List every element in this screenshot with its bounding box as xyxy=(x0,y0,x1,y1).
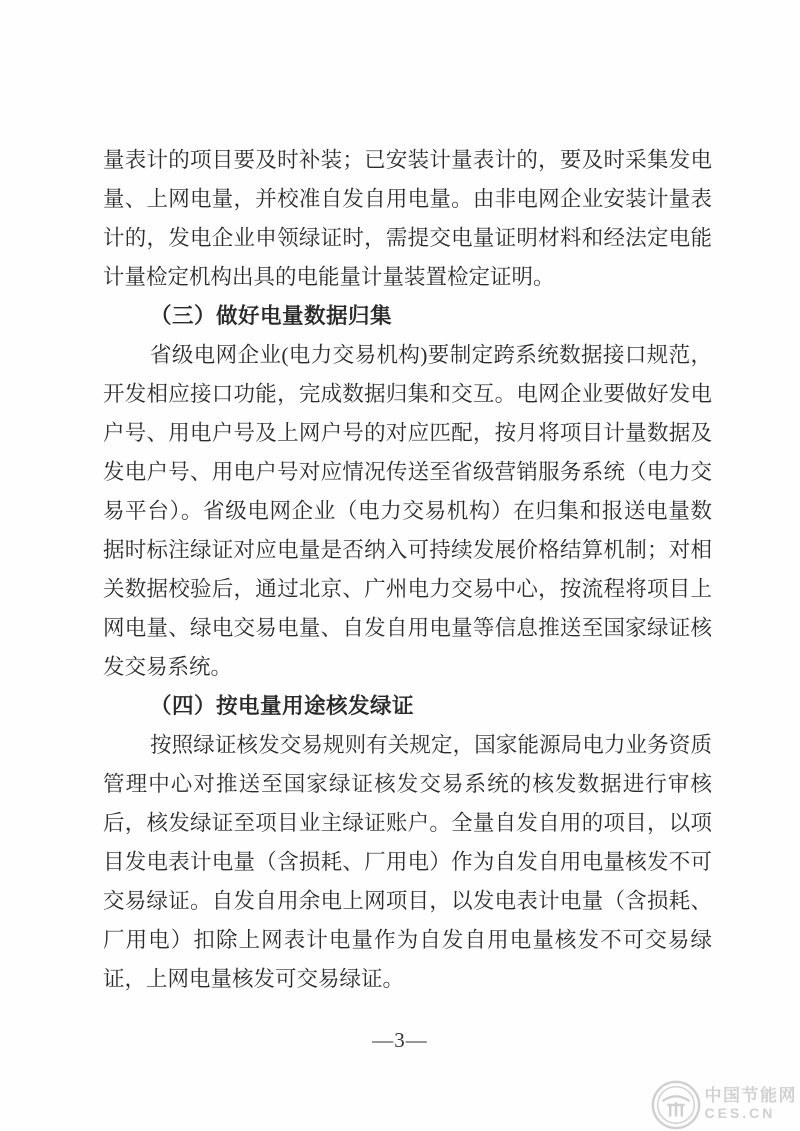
watermark-text xyxy=(705,1087,798,1121)
text-line: 计量检定机构出具的电能量计量装置检定证明。 xyxy=(103,265,555,289)
text-line: 网电量、绿电交易电量、自发自用电量等信息推送至国家绿证核 xyxy=(103,616,712,640)
text-line: 目发电表计电量（含损耗、厂用电）作为自发自用电量核发不可 xyxy=(103,850,712,874)
text-line: 量表计的项目要及时补装；已安装计量表计的，要及时采集发电 xyxy=(103,148,712,172)
text-line: 计的，发电企业申领绿证时，需提交电量证明材料和经法定电能 xyxy=(103,226,712,250)
text-line: 量、上网电量，并校准自发自用电量。由非电网企业安装计量表 xyxy=(103,187,712,211)
section-heading: （三）做好电量数据归集 xyxy=(150,304,393,328)
text-line: 易平台）。省级电网企业（电力交易机构）在归集和报送电量数 xyxy=(103,499,712,523)
document-body xyxy=(103,141,712,999)
text-line: 发交易系统。 xyxy=(103,655,233,679)
text-line: 省级电网企业(电力交易机构)要制定跨系统数据接口规范， xyxy=(150,343,712,367)
text-line: 后，核发绿证至项目业主绿证账户。全量自发自用的项目，以项 xyxy=(103,811,712,835)
ces-logo-icon xyxy=(650,1078,702,1130)
text-line: 开发相应接口功能，完成数据归集和交互。电网企业要做好发电 xyxy=(103,382,712,406)
text-line: 户号、用电户号及上网户号的对应匹配，按月将项目计量数据及 xyxy=(103,421,712,445)
text-line: 发电户号、用电户号对应情况传送至省级营销服务系统（电力交 xyxy=(103,460,712,484)
text-line: 关数据校验后，通过北京、广州电力交易中心，按流程将项目上 xyxy=(103,577,712,601)
text-line: 厂用电）扣除上网表计电量作为自发自用电量核发不可交易绿 xyxy=(103,928,712,952)
text-line: 据时标注绿证对应电量是否纳入可持续发展价格结算机制；对相 xyxy=(103,538,712,562)
watermark-site-domain: CES.CN xyxy=(704,1104,776,1121)
text-line: 证，上网电量核发可交易绿证。 xyxy=(103,967,405,991)
text-line: 交易绿证。自发自用余电上网项目，以发电表计电量（含损耗、 xyxy=(103,889,712,913)
text-line: 管理中心对推送至国家绿证核发交易系统的核发数据进行审核 xyxy=(103,772,712,796)
watermark-site-name: 中国节能网 xyxy=(704,1085,797,1105)
watermark xyxy=(650,1078,798,1130)
text-line: 按照绿证核发交易规则有关规定，国家能源局电力业务资质 xyxy=(150,733,712,757)
section-heading: （四）按电量用途核发绿证 xyxy=(150,694,415,718)
page-number: —3— xyxy=(372,1028,428,1052)
